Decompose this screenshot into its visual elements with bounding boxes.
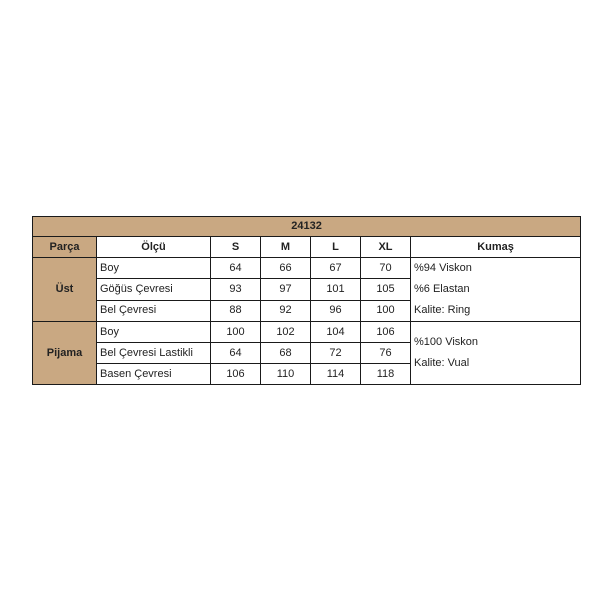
row-label: Göğüs Çevresi (97, 279, 211, 300)
header-xl: XL (361, 237, 411, 258)
cell-l: 101 (311, 279, 361, 300)
cell-s: 64 (211, 343, 261, 364)
cell-s: 64 (211, 258, 261, 279)
size-table (32, 216, 581, 385)
header-m: M (261, 237, 311, 258)
cell-s: 106 (211, 364, 261, 385)
cell-xl: 105 (361, 279, 411, 300)
table-row (33, 258, 581, 279)
row-label: Bel Çevresi Lastikli (97, 343, 211, 364)
cell-l: 104 (311, 322, 361, 343)
cell-l: 96 (311, 300, 361, 321)
table-title: 24132 (33, 217, 581, 237)
row-label: Basen Çevresi (97, 364, 211, 385)
cell-m: 92 (261, 300, 311, 321)
header-kumas: Kumaş (411, 237, 581, 258)
fabric-line: Kalite: Vual (414, 357, 470, 369)
cell-xl: 70 (361, 258, 411, 279)
cell-xl: 118 (361, 364, 411, 385)
cell-m: 102 (261, 322, 311, 343)
header-s: S (211, 237, 261, 258)
cell-xl: 100 (361, 300, 411, 321)
cell-l: 72 (311, 343, 361, 364)
cell-m: 110 (261, 364, 311, 385)
size-chart (32, 216, 580, 385)
row-label: Boy (97, 322, 211, 343)
fabric-line: %94 Viskon (414, 262, 472, 274)
fabric-ust (411, 258, 581, 322)
fabric-line: %100 Viskon (414, 336, 479, 348)
title-row (33, 217, 581, 237)
fabric-pijama (411, 322, 581, 385)
fabric-line: Kalite: Ring (414, 304, 471, 316)
group-ust: Üst (33, 258, 97, 322)
fabric-line: %6 Elastan (414, 283, 470, 295)
cell-xl: 106 (361, 322, 411, 343)
header-l: L (311, 237, 361, 258)
cell-m: 68 (261, 343, 311, 364)
header-row (33, 237, 581, 258)
cell-l: 67 (311, 258, 361, 279)
cell-l: 114 (311, 364, 361, 385)
cell-m: 97 (261, 279, 311, 300)
header-olcu: Ölçü (97, 237, 211, 258)
cell-s: 100 (211, 322, 261, 343)
row-label: Boy (97, 258, 211, 279)
row-label: Bel Çevresi (97, 300, 211, 321)
cell-xl: 76 (361, 343, 411, 364)
cell-m: 66 (261, 258, 311, 279)
group-pijama: Pijama (33, 322, 97, 385)
cell-s: 88 (211, 300, 261, 321)
header-parca: Parça (33, 237, 97, 258)
cell-s: 93 (211, 279, 261, 300)
table-row (33, 322, 581, 343)
